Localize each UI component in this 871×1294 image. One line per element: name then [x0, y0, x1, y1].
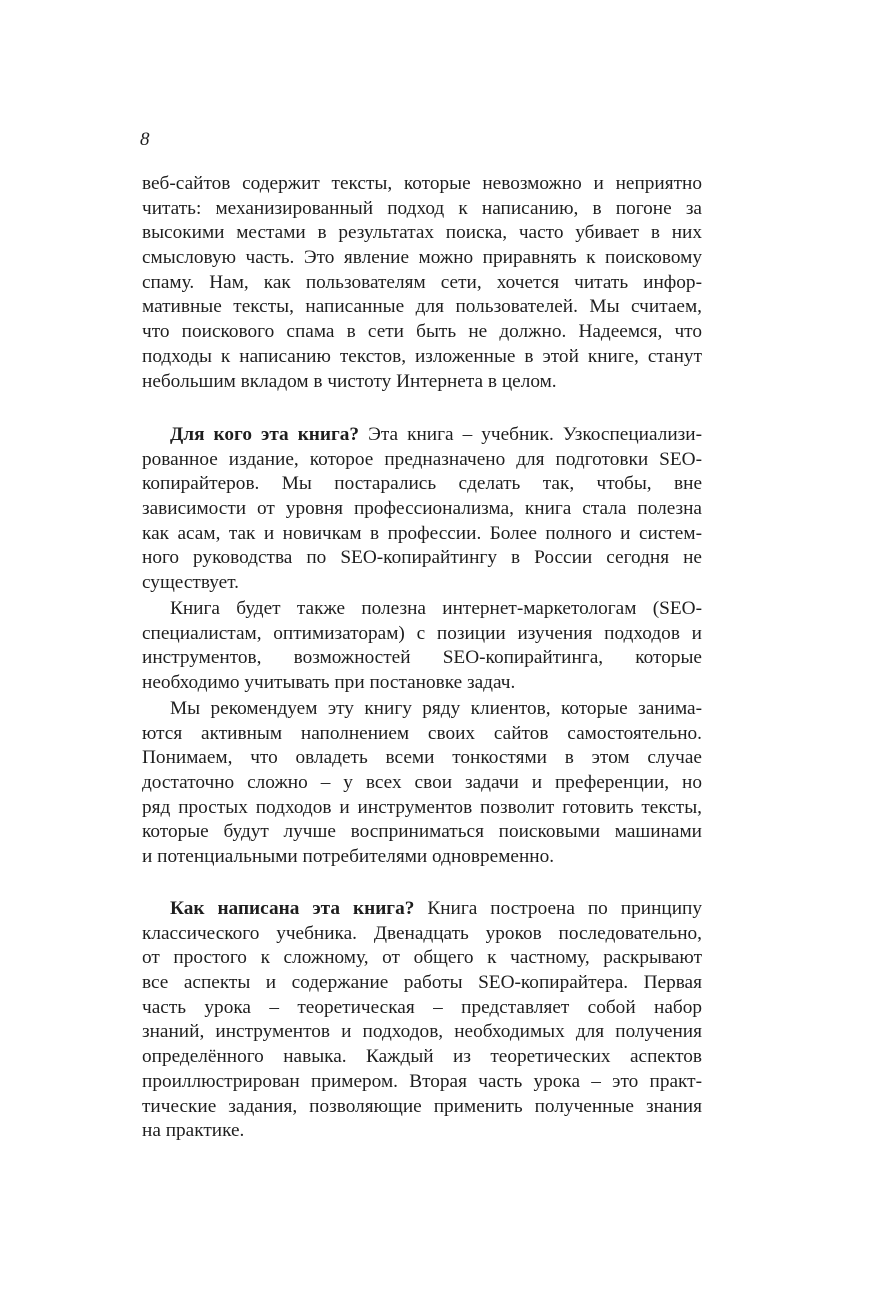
section-how-book-is-written — [142, 897, 702, 1144]
page-number: 8 — [140, 129, 150, 150]
section-first-line-text: Книга построена по принципу — [414, 898, 702, 919]
text-line: достаточно сложно – у всех свои задачи и преференции, но — [142, 772, 702, 794]
text-line: как асам, так и новичкам в профессии. Более полного и систем- — [142, 522, 702, 544]
section-heading: Как написана эта книга? — [170, 898, 415, 919]
text-line: специалистам, оптимизаторам) с позиции изучения подходов и — [142, 622, 702, 644]
paragraph-intro-continuation — [142, 172, 702, 394]
text-line: Мы рекомендуем эту книгу ряду клиентов, которые занима- — [170, 698, 702, 719]
section-first-line — [142, 423, 702, 448]
section-heading: Для кого эта книга? — [170, 424, 360, 445]
section-first-line — [142, 897, 702, 922]
text-line: ного руководства по SEO-копирайтингу в России сегодня не — [142, 547, 702, 569]
text-line: зависимости от уровня профессионализма, книга стала полезна — [142, 498, 702, 520]
text-line: веб-сайтов содержит тексты, которые невозможно и неприятно — [142, 173, 702, 194]
text-line: высокими местами в результатах поиска, часто убивает в них — [142, 222, 702, 244]
text-line: смысловую часть. Это явление можно приравнять к поисковому — [142, 247, 702, 269]
text-line: спаму. Нам, как пользователям сети, хочется читать инфор- — [142, 271, 702, 293]
text-line: на практике. — [142, 1120, 245, 1142]
paragraph-marketers — [142, 597, 702, 696]
text-line: копирайтеров. Мы постарались сделать так, чтобы, вне — [142, 473, 702, 495]
text-line: ряд простых подходов и инструментов позволит готовить тексты, — [142, 796, 702, 818]
text-line: которые будут лучше восприниматься поисковыми машинами — [142, 821, 702, 843]
text-line: подходы к написанию текстов, изложенные в этой книге, станут — [142, 345, 702, 367]
text-line: Книга будет также полезна интернет-маркетологам (SEO- — [170, 598, 702, 619]
text-line: классического учебника. Двенадцать уроков последовательно, — [142, 922, 702, 944]
text-line: и потенциальными потребителями одновременно. — [142, 846, 555, 868]
text-line: читать: механизированный подход к написанию, в погоне за — [142, 197, 702, 219]
text-line: проиллюстрирован примером. Вторая часть урока – это практ- — [142, 1070, 702, 1092]
text-line: часть урока – теоретическая – представляет собой набор — [142, 996, 702, 1018]
text-line: инструментов, возможностей SEO-копирайтинга, которые — [142, 647, 702, 669]
text-line: рованное издание, которое предназначено для подготовки SEO- — [142, 448, 702, 470]
text-line: мативные тексты, написанные для пользователей. Мы считаем, — [142, 296, 702, 318]
text-line: от простого к сложному, от общего к частному, раскрывают — [142, 947, 702, 969]
text-line: все аспекты и содержание работы SEO-копирайтера. Первая — [142, 972, 702, 994]
paragraph-clients — [142, 697, 702, 870]
text-line: существует. — [142, 572, 239, 594]
text-line: Понимаем, что овладеть всеми тонкостями в этом случае — [142, 747, 702, 769]
text-line: необходимо учитывать при постановке задач. — [142, 672, 516, 694]
text-line: ются активным наполнением своих сайтов самостоятельно. — [142, 722, 702, 744]
text-line: что поискового спама в сети быть не должно. Надеемся, что — [142, 321, 702, 343]
text-line: тические задания, позволяющие применить полученные знания — [142, 1095, 702, 1117]
text-line: знаний, инструментов и подходов, необходимых для получения — [142, 1021, 702, 1043]
text-line: определённого навыка. Каждый из теоретических аспектов — [142, 1046, 702, 1068]
section-first-line-text: Эта книга – учебник. Узкоспециализи- — [359, 424, 703, 445]
text-line: небольшим вкладом в чистоту Интернета в целом. — [142, 370, 557, 392]
section-who-is-book-for — [142, 423, 702, 596]
